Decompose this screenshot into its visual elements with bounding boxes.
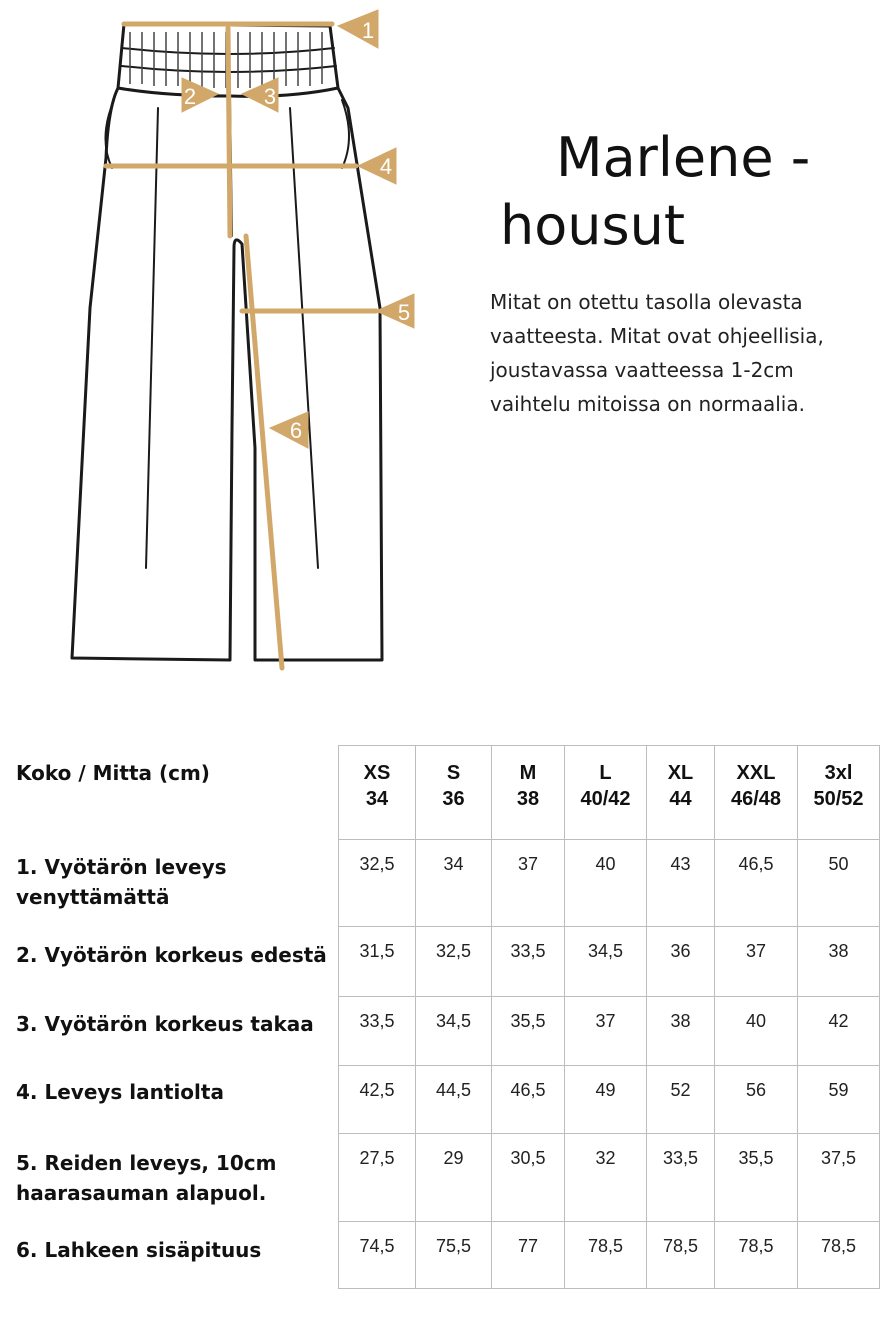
table-cell: 30,5 [492, 1134, 565, 1222]
table-cell: 27,5 [339, 1134, 416, 1222]
table-cell: 38 [798, 927, 880, 997]
table-cell: 40 [715, 997, 798, 1066]
size-header-3xl: 3xl 50/52 [798, 746, 880, 840]
table-cell: 32,5 [416, 927, 492, 997]
marker-1-label: 1 [361, 18, 375, 43]
product-title-line-2: housut [500, 194, 686, 257]
row-label-1: 1. Vyötärön leveys venyttämättä [16, 855, 227, 909]
table-cell: 46,5 [492, 1066, 565, 1134]
table-cell: 46,5 [715, 840, 798, 927]
table-cell: 31,5 [339, 927, 416, 997]
marker-6-label: 6 [289, 418, 303, 443]
measure-line-6 [246, 236, 282, 668]
table-cell: 59 [798, 1066, 880, 1134]
table-cell: 43 [647, 840, 715, 927]
row-label-6: 6. Lahkeen sisäpituus [16, 1238, 262, 1262]
size-header-xxl: XXL 46/48 [715, 746, 798, 840]
table-cell: 32,5 [339, 840, 416, 927]
row-label-4: 4. Leveys lantiolta [16, 1080, 224, 1104]
table-cell: 33,5 [492, 927, 565, 997]
table-cell: 38 [647, 997, 715, 1066]
size-header-s: S 36 [416, 746, 492, 840]
table-row [339, 927, 880, 997]
table-row [339, 1134, 880, 1222]
table-cell: 77 [492, 1222, 565, 1289]
table-cell: 42 [798, 997, 880, 1066]
row-label-2: 2. Vyötärön korkeus edestä [16, 943, 327, 967]
crease-right [290, 108, 318, 568]
table-cell: 75,5 [416, 1222, 492, 1289]
table-row [339, 1222, 880, 1289]
table-row [339, 840, 880, 927]
table-cell: 56 [715, 1066, 798, 1134]
table-cell: 52 [647, 1066, 715, 1134]
table-cell: 32 [565, 1134, 647, 1222]
size-table [338, 745, 880, 1289]
table-cell: 78,5 [565, 1222, 647, 1289]
table-cell: 34,5 [565, 927, 647, 997]
table-cell: 50 [798, 840, 880, 927]
table-cell: 33,5 [647, 1134, 715, 1222]
table-cell: 34 [416, 840, 492, 927]
table-cell: 35,5 [492, 997, 565, 1066]
table-cell: 37,5 [798, 1134, 880, 1222]
table-cell: 37 [715, 927, 798, 997]
table-cell: 37 [492, 840, 565, 927]
measurement-note: Mitat on otettu tasolla olevasta vaatteesta. Mitat ovat ohjeellisia, joustavassa vaatteessa 1-2cm vaihtelu mitoissa on normaalia. [490, 290, 824, 416]
crease-left [146, 108, 158, 568]
table-cell: 74,5 [339, 1222, 416, 1289]
table-cell: 78,5 [715, 1222, 798, 1289]
size-header-xl: XL 44 [647, 746, 715, 840]
marker-5-label: 5 [397, 300, 411, 325]
table-cell: 33,5 [339, 997, 416, 1066]
table-row [339, 997, 880, 1066]
size-header-m: M 38 [492, 746, 565, 840]
table-cell: 37 [565, 997, 647, 1066]
table-cell: 44,5 [416, 1066, 492, 1134]
table-cell: 35,5 [715, 1134, 798, 1222]
size-header-xs: XS 34 [339, 746, 416, 840]
table-cell: 29 [416, 1134, 492, 1222]
row-label-5: 5. Reiden leveys, 10cm haarasauman alapuol. [16, 1151, 277, 1205]
table-cell: 34,5 [416, 997, 492, 1066]
size-header-l: L 40/42 [565, 746, 647, 840]
table-cell: 78,5 [647, 1222, 715, 1289]
product-title [498, 124, 858, 260]
row-label-3: 3. Vyötärön korkeus takaa [16, 1012, 314, 1036]
table-row [339, 1066, 880, 1134]
table-cell: 40 [565, 840, 647, 927]
marker-4-label: 4 [379, 154, 393, 179]
table-cell: 78,5 [798, 1222, 880, 1289]
table-header-label: Koko / Mitta (cm) [16, 761, 210, 785]
table-cell: 42,5 [339, 1066, 416, 1134]
measure-line-2-3 [228, 28, 230, 236]
product-title-line-1: Marlene - [556, 126, 811, 189]
table-cell: 49 [565, 1066, 647, 1134]
size-header-row [339, 746, 880, 840]
table-cell: 36 [647, 927, 715, 997]
pants-measurement-illustration [50, 8, 430, 678]
marker-2-label: 2 [183, 84, 197, 109]
marker-3-label: 3 [263, 84, 277, 109]
